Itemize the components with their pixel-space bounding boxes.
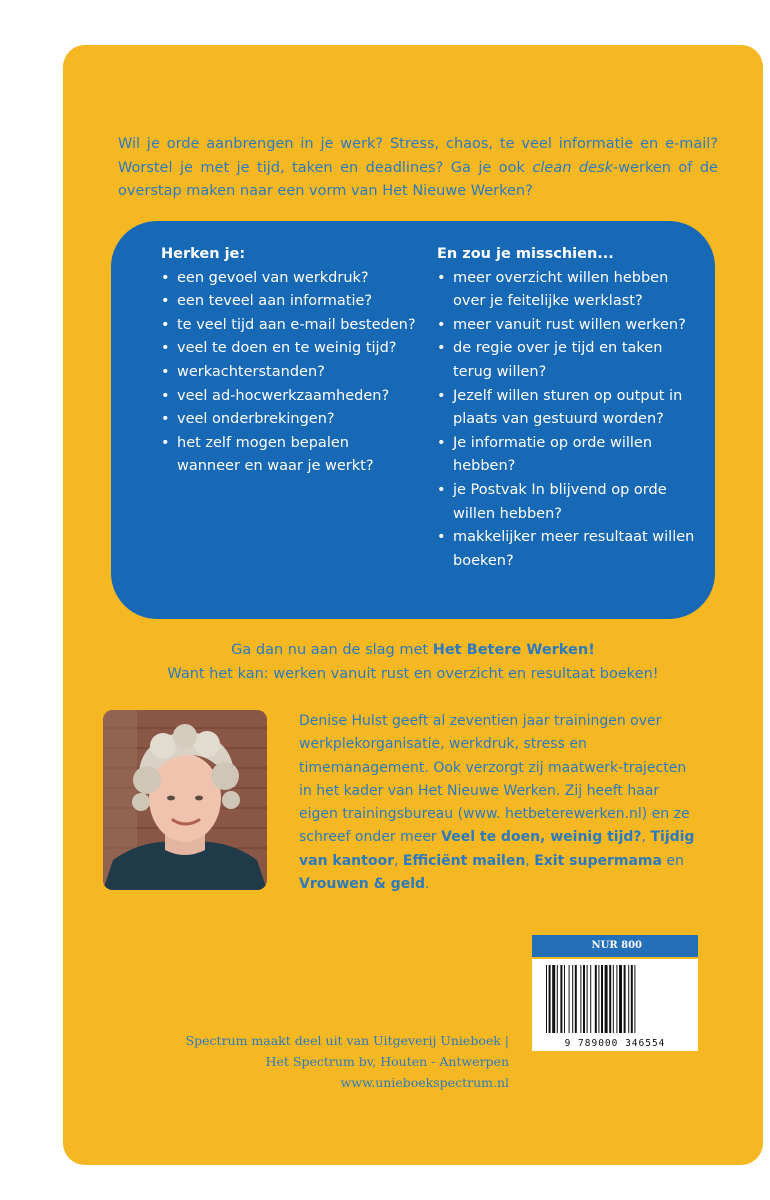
list-item: • je Postvak In blijvend op orde willen hebben? — [437, 479, 697, 526]
book-title: Exit supermama — [534, 852, 662, 869]
wishes-list — [437, 267, 697, 574]
separator: , — [525, 852, 535, 869]
book-title: Veel te doen, weinig tijd? — [441, 829, 642, 846]
list-item: • Jezelf willen sturen op output in plaats van gestuurd worden? — [437, 385, 697, 432]
cta-line-1 — [63, 638, 763, 662]
separator: , — [393, 852, 403, 869]
checklist-box — [111, 221, 715, 619]
intro-paragraph — [118, 133, 718, 204]
book-title: Vrouwen & geld — [299, 876, 426, 893]
cta-title: Het Betere Werken! — [432, 642, 595, 658]
author-bio — [299, 710, 699, 896]
list-item: • een gevoel van werkdruk? — [161, 267, 416, 291]
intro-text-end: -werken of de overstap maken naar een vorm van Het Nieuwe Werken? — [118, 159, 718, 199]
wishes-column — [437, 243, 697, 573]
list-item: • veel ad-hocwerkzaamheden? — [161, 385, 416, 409]
wishes-heading: En zou je misschien... — [437, 246, 614, 262]
recognize-list — [161, 267, 416, 479]
book-title: Tijdig van kantoor — [299, 829, 695, 869]
list-item: • te veel tijd aan e-mail besteden? — [161, 314, 416, 338]
cta-line-2: Want het kan: werken vanuit rust en overzicht en resultaat boeken! — [167, 666, 659, 682]
barcode-icon — [546, 965, 684, 1033]
publisher-info — [143, 1030, 509, 1093]
list-item: • meer vanuit rust willen werken? — [437, 314, 697, 338]
list-item: • werkachterstanden? — [161, 361, 416, 385]
author-photo — [103, 710, 267, 890]
book-title: Efficiënt mailen — [402, 852, 526, 869]
separator: en — [661, 852, 684, 869]
bio-text: Denise Hulst geeft al zeventien jaar trainingen over werkplekorganisatie, werkdruk, stress en timemanagement. Ook verzorgt zij maatwerk-trajecten in het kader van Het Nieuwe Werken. Zij heeft haar eigen trainingsbureau (www. hetbeterewerken.nl) en ze schreef onder meer — [299, 713, 690, 846]
back-cover — [63, 45, 763, 1165]
separator: . — [425, 876, 430, 893]
intro-text: Wil je orde aanbrengen in je werk? Stress, chaos, te veel informatie en e-mail? Worstel je met je tijd, taken en deadlines? Ga je ook — [118, 136, 718, 176]
publisher-line: Het Spectrum bv, Houten - Antwerpen — [265, 1054, 509, 1069]
cta-text: Ga dan nu aan de slag met — [231, 642, 433, 658]
author-portrait-image — [103, 710, 267, 890]
list-item: • de regie over je tijd en taken terug willen? — [437, 337, 697, 384]
list-item: • het zelf mogen bepalen wanneer en waar je werkt? — [161, 432, 416, 479]
call-to-action — [63, 638, 763, 686]
recognize-heading: Herken je: — [161, 246, 246, 262]
list-item: • veel te doen en te weinig tijd? — [161, 337, 416, 361]
list-item: • makkelijker meer resultaat willen boeken? — [437, 526, 697, 573]
publisher-line: Spectrum maakt deel uit van Uitgeverij Unieboek | — [185, 1033, 509, 1048]
list-item: • een teveel aan informatie? — [161, 290, 416, 314]
list-item: • veel onderbrekingen? — [161, 408, 416, 432]
list-item: • meer overzicht willen hebben over je feitelijke werklast? — [437, 267, 697, 314]
recognize-column — [161, 243, 416, 479]
nur-label: NUR 800 — [532, 935, 698, 957]
intro-italic: clean desk — [532, 159, 613, 176]
barcode — [532, 959, 698, 1051]
list-item: • Je informatie op orde willen hebben? — [437, 432, 697, 479]
isbn-number: 9 789000 346554 — [564, 1038, 666, 1049]
publisher-website: www.unieboekspectrum.nl — [340, 1075, 509, 1090]
separator: , — [641, 829, 651, 846]
